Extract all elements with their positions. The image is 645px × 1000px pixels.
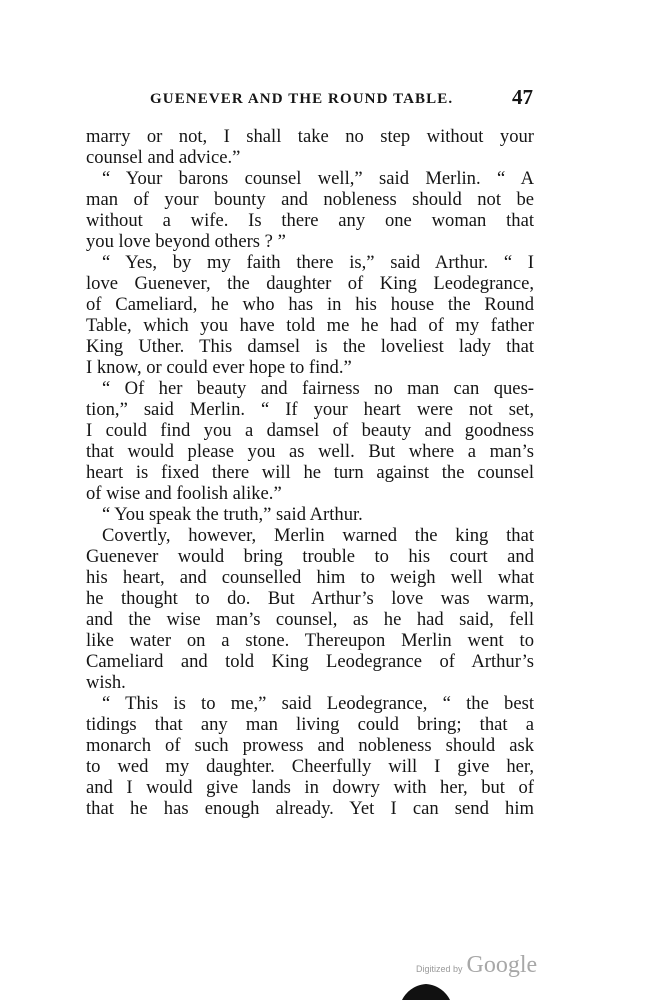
text-line: monarch of such prowess and nobleness should ask	[86, 735, 534, 756]
text-line: “ Of her beauty and fairness no man can ques-	[102, 378, 534, 399]
ink-blot	[400, 981, 452, 1000]
text-line: to wed my daughter. Cheerfully will I give her,	[86, 756, 534, 777]
page-number: 47	[512, 85, 533, 109]
text-line: that he has enough already. Yet I can send him	[86, 798, 534, 819]
text-line: marry or not, I shall take no step without your	[86, 126, 534, 147]
text-line: without a wife. Is there any one woman that	[86, 210, 534, 231]
text-line: love Guenever, the daughter of King Leodegrance,	[86, 273, 534, 294]
text-line: I know, or could ever hope to find.”	[86, 357, 352, 378]
text-line: Cameliard and told King Leodegrance of Arthur’s	[86, 651, 534, 672]
text-line: he thought to do. But Arthur’s love was warm,	[86, 588, 534, 609]
text-line: wish.	[86, 672, 126, 693]
text-line: heart is fixed there will he turn against the counsel	[86, 462, 534, 483]
text-line: man of your bounty and nobleness should not be	[86, 189, 534, 210]
body-text	[86, 126, 534, 819]
text-line: Covertly, however, Merlin warned the king that	[102, 525, 534, 546]
watermark-prefix: Digitized by	[416, 964, 463, 974]
running-title: GUENEVER AND THE ROUND TABLE.	[150, 91, 454, 107]
text-line: and the wise man’s counsel, as he had said, fell	[86, 609, 534, 630]
text-line: “ Your barons counsel well,” said Merlin. “ A	[102, 168, 534, 189]
text-line: tidings that any man living could bring; that a	[86, 714, 534, 735]
google-logo: Google	[466, 952, 538, 978]
text-line: of Cameliard, he who has in his house the Round	[86, 294, 534, 315]
text-line: Table, which you have told me he had of my father	[86, 315, 534, 336]
text-line: you love beyond others ? ”	[86, 231, 286, 252]
text-line: and I would give lands in dowry with her, but of	[86, 777, 534, 798]
text-line: “ This is to me,” said Leodegrance, “ the best	[102, 693, 534, 714]
running-header	[150, 82, 550, 112]
text-line: I could find you a damsel of beauty and goodness	[86, 420, 534, 441]
text-line: Guenever would bring trouble to his court and	[86, 546, 534, 567]
digitized-watermark	[416, 952, 537, 979]
text-line: tion,” said Merlin. “ If your heart were not set,	[86, 399, 534, 420]
text-line: King Uther. This damsel is the loveliest lady that	[86, 336, 534, 357]
text-line: his heart, and counselled him to weigh well what	[86, 567, 534, 588]
text-line: that would please you as well. But where a man’s	[86, 441, 534, 462]
text-line: of wise and foolish alike.”	[86, 483, 282, 504]
text-line: “ You speak the truth,” said Arthur.	[102, 504, 363, 525]
text-line: like water on a stone. Thereupon Merlin went to	[86, 630, 534, 651]
text-line: counsel and advice.”	[86, 147, 241, 168]
text-line: “ Yes, by my faith there is,” said Arthur. “ I	[102, 252, 534, 273]
